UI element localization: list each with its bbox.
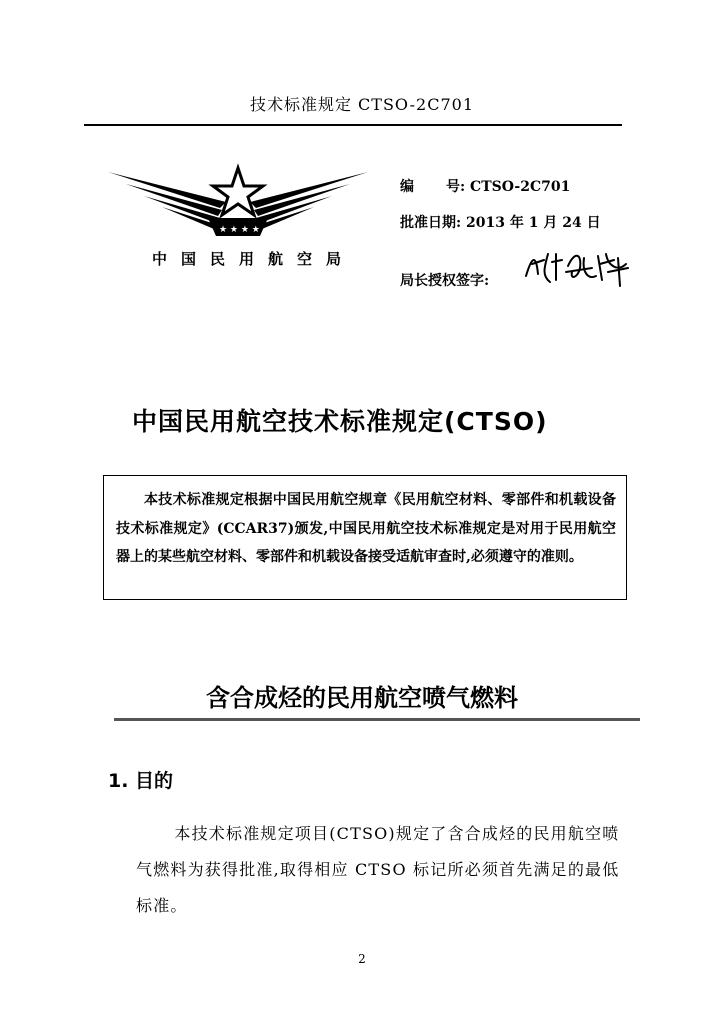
section-heading-purpose: 1. 目的 [108, 770, 174, 792]
page-number: 2 [358, 952, 366, 966]
approval-date-row [400, 212, 601, 232]
organization-name: 中国民用航空局 [152, 250, 356, 268]
section-paragraph: 本技术标准规定项目(CTSO)规定了含合成烃的民用航空喷气燃料为获得批准,取得相应 CTSO 标记所必须首先满足的最低标准。 [136, 824, 620, 915]
signature-row [400, 270, 489, 290]
approval-date-value: 2013 年 1 月 24 日 [466, 215, 601, 231]
handwritten-signature [522, 246, 632, 290]
document-number-label: 编 [400, 179, 414, 195]
document-number-value: CTSO-2C701 [470, 179, 571, 195]
document-number-label-suffix: 号: [446, 179, 466, 195]
notice-text: 本技术标准规定根据中国民用航空规章《民用航空材料、零部件和机载设备技术标准规定》(CCAR37)颁发,中国民用航空技术标准规定是对用于民用航空器上的某些航空材料、零部件和机载设备接受适航审查时,必须遵守的准则。 [116, 492, 616, 565]
running-header: 技术标准规定 CTSO-2C701 [249, 95, 475, 114]
title-divider [114, 718, 640, 721]
document-number-row [400, 176, 570, 196]
svg-text:★ ★ ★ ★: ★ ★ ★ ★ [219, 225, 260, 235]
approval-date-label: 批准日期: [400, 215, 462, 231]
document-title: 含合成烃的民用航空喷气燃料 [206, 684, 518, 712]
notice-box [103, 475, 627, 600]
header-divider [84, 124, 622, 126]
signature-label: 局长授权签字: [400, 273, 490, 289]
caac-emblem-icon [108, 162, 368, 242]
ctso-heading: 中国民用航空技术标准规定(CTSO) [132, 407, 548, 436]
